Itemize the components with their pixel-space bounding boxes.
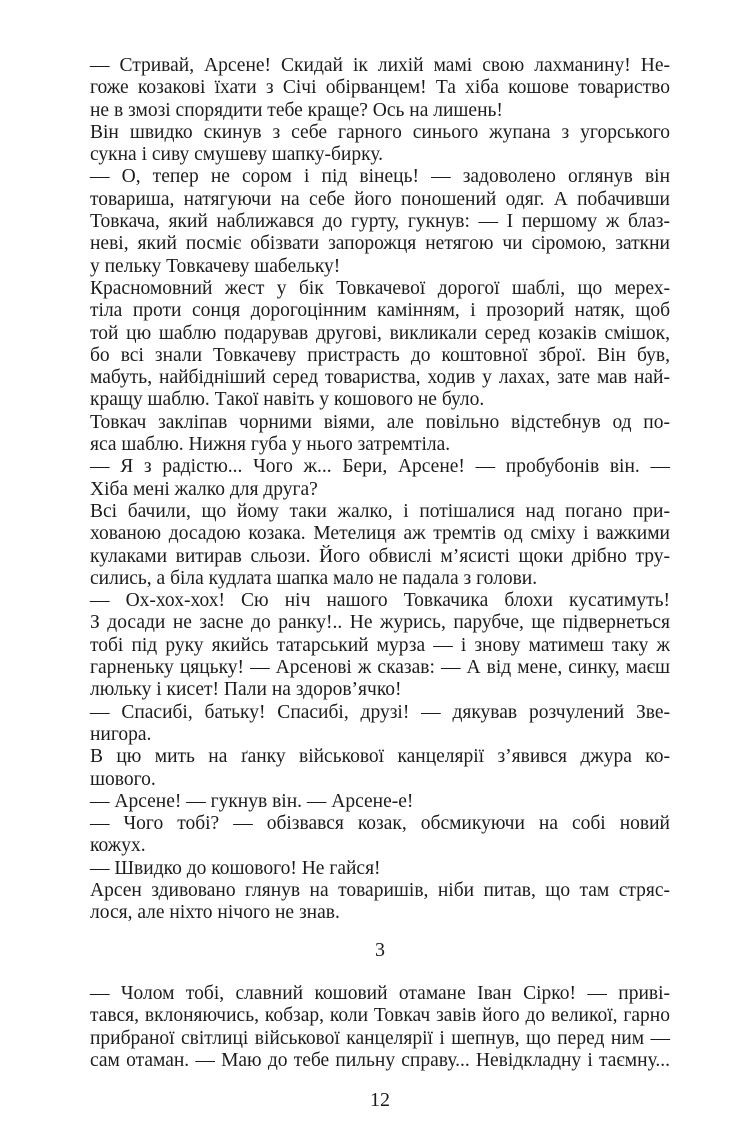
text-line: люльку і кисет! Пали на здоров’ячко!: [90, 679, 402, 701]
text-line: Товкач закліпав чорними віями, але повільно відстебнув од по-: [90, 411, 670, 433]
text-line: кожух.: [90, 835, 146, 857]
text-line: сукна і сиву смушеву шапку-бирку.: [90, 144, 383, 166]
text-line: шового.: [90, 768, 156, 790]
text-line: Хіба мені жалко для друга?: [90, 478, 318, 500]
text-line: — Ох-хох-хох! Сю ніч нашого Товкачика блохи кусатимуть!: [90, 590, 670, 612]
text-line: сились, а біла кудлата шапка мало не падала з голови.: [90, 567, 538, 589]
text-line: гарненьку цяцьку! — Арсенові ж сказав: — А від мене, синку, маєш: [90, 657, 670, 679]
text-line: хованою досадою козака. Метелиця аж тремтів од сміху і важкими: [90, 523, 670, 545]
text-line: нигора.: [90, 723, 152, 745]
text-line: — Стривай, Арсене! Скидай ік лихій мамі свою лахманину! Не-: [90, 55, 670, 76]
text-line: Він швидко скинув з себе гарного синього жупана з угорського: [90, 121, 670, 143]
text-line: — Арсене! — гукнув він. — Арсене-е!: [90, 790, 414, 812]
text-line: неві, який посміє обізвати запорожця нетягою чи сіромою, заткни: [90, 233, 670, 255]
text-line: кулаками витирав сльози. Його обвислі м’ясисті щоки дрібно тру-: [90, 545, 670, 567]
chapter-number: 3: [375, 939, 385, 961]
text-line: Товкача, який наближався до гурту, гукнув: — І першому ж блаз-: [90, 211, 670, 233]
text-line: гоже козакові їхати з Січі обірванцем! Та хіба кошове товариство: [90, 77, 670, 99]
text-line: товариша, натягуючи на себе його поношений одяг. А побачивши: [90, 188, 670, 210]
body-text-upper: [90, 55, 670, 925]
text-line: бо всі знали Товкачеву пристрасть до коштовної зброї. Він був,: [90, 344, 670, 366]
text-line: кращу шаблю. Такої навіть у кошового не було.: [90, 389, 485, 411]
text-line: Красномовний жест у бік Товкачевої дорогої шаблі, що мерех-: [90, 277, 670, 299]
text-line: тобі під руку якийсь татарський мурза — і знову матимеш таку ж: [90, 634, 670, 656]
text-line: у пельку Товкачеву шабельку!: [90, 255, 341, 277]
text-line: лося, але ніхто нічого не знав.: [90, 902, 340, 924]
text-line: — Швидко до кошового! Не гайся!: [90, 857, 381, 879]
text-line: — О, тепер не сором і під вінець! — задоволено оглянув він: [90, 166, 670, 188]
text-line: — Чого тобі? — обізвався козак, обсмикуючи на собі новий: [90, 813, 670, 835]
text-line: Арсен здивовано глянув на товаришів, ніби питав, що там стряс-: [90, 879, 670, 901]
text-line: В цю мить на ґанку військової канцелярії з’явився джура ко-: [90, 746, 670, 768]
body-text-lower: [90, 983, 670, 1072]
text-line: Всі бачили, що йому таки жалко, і потішалися над погано при-: [90, 500, 670, 522]
text-line: З досади не засне до ранку!.. Не журись, парубче, ще підвернеться: [90, 612, 670, 634]
text-line: яса шаблю. Нижня губа у нього затремтіла.: [90, 434, 451, 456]
text-line: — Чолом тобі, славний кошовий отамане Іван Сірко! — приві-: [90, 983, 670, 1004]
text-line: тіла проти сонця дорогоцінним камінням, і прозорий натяк, щоб: [90, 300, 670, 322]
page-number: 12: [370, 1089, 390, 1111]
text-line: тався, вклоняючись, кобзар, коли Товкач завів його до великої, гарно: [90, 1005, 670, 1027]
text-line: не в змозі спорядити тебе краще? Ось на лишень!: [90, 99, 503, 121]
text-line: — Спасибі, батьку! Спасибі, друзі! — дякував розчулений Зве-: [90, 701, 670, 723]
text-line: той цю шаблю подарував другові, викликали серед козаків смішок,: [90, 322, 670, 344]
text-line: — Я з радістю... Чого ж... Бери, Арсене! — пробубонів він. —: [90, 456, 670, 478]
text-line: сам отаман. — Маю до тебе пильну справу... Невідкладну і таємну...: [90, 1049, 670, 1071]
text-line: мабуть, найбідніший серед товариства, ходив у лахах, зате мав най-: [90, 367, 670, 389]
text-line: прибраної світлиці військової канцелярії і шепнув, що перед ним —: [90, 1027, 670, 1049]
